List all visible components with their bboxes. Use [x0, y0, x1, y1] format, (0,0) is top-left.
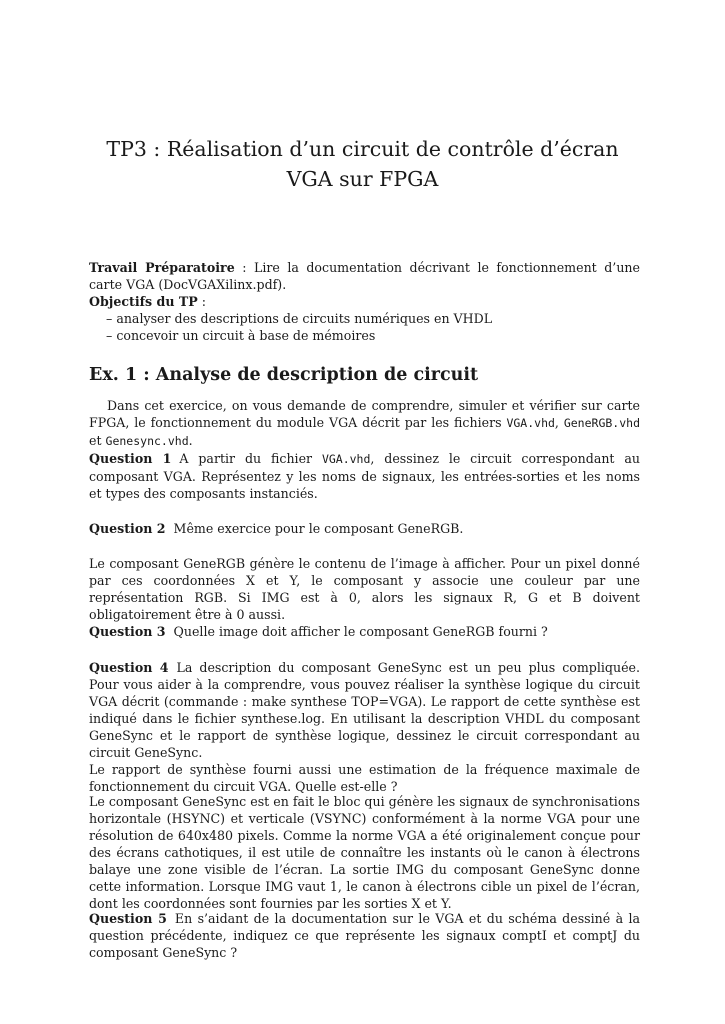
- file-name: VGA.vhd: [506, 416, 555, 430]
- preparation-text: : Lire la documentation décrivant le fonctionnement d’une carte VGA (DocVGAXilinx.pdf).: [89, 260, 640, 292]
- question-label: Question 5: [89, 911, 167, 926]
- question-2: Question 2 Même exercice pour le composant GeneRGB.: [89, 521, 464, 536]
- paragraph-genesync: Le composant GeneSync est en fait le bloc qui génère les signaux de synchronisations horizontale (HSYNC) et verticale (VSYNC) conformément à la norme VGA pour une résolution de 640x480 pixels. Comme la norme VGA a été originalement conçue pour des écrans cathotiques, il est utile de connaître les instants où le canon à électrons balaye une zone visible de l’écran. La sortie IMG du composant GeneSync donne cette information. Lorsque IMG vaut 1, le canon à électrons cible un pixel de l’écran, dont les coordonnées sont fournies par les sorties X et Y.: [89, 794, 640, 911]
- objectives-list: [89, 310, 640, 344]
- question-label: Question 2: [89, 521, 166, 536]
- preparation-block: [89, 259, 640, 344]
- section-intro: Dans cet exercice, on vous demande de comprendre, simuler et vérifier sur carte FPGA, le fonctionnement du module VGA décrit par les fichiers VGA.vhd, GeneRGB.vhd et Genesync.vhd.: [89, 398, 640, 448]
- section-heading: Ex. 1 : Analyse de description de circuit: [89, 365, 479, 385]
- objectives-heading: Objectifs du TP :: [89, 294, 206, 309]
- objectives-label: Objectifs du TP: [89, 294, 198, 309]
- question-3: Question 3 Quelle image doit afficher le composant GeneRGB fourni ?: [89, 624, 548, 639]
- file-name: GeneRGB.vhd: [563, 416, 640, 430]
- question-label: Question 4: [89, 660, 169, 675]
- question-5: Question 5 En s’aidant de la documentation sur le VGA et du schéma dessiné à la question précédente, indiquez ce que représente les signaux comptI et comptJ du composant GeneSync ?: [89, 911, 640, 960]
- preparation-paragraph: [89, 259, 640, 293]
- question-4: Question 4 La description du composant GeneSync est un peu plus compliquée. Pour vous aider à la comprendre, vous pouvez réaliser la synthèse logique du circuit VGA décrit (commande : make synthese TOP=VGA). Le rapport de cette synthèse est indiqué dans le fichier synthese.log. En utilisant la description VHDL du composant GeneSync et le rapport de synthèse logique, dessinez le circuit correspondant au circuit GeneSync. Le rapport de synthèse fourni aussi une estimation de la fréquence maximale de fonctionnement du circuit VGA. Quelle est-elle ?: [89, 660, 640, 794]
- file-name: Genesync.vhd: [105, 434, 189, 448]
- document-title: TP3 : Réalisation d’un circuit de contrôle d’écran VGA sur FPGA: [106, 137, 619, 191]
- preparation-label: Travail Préparatoire: [89, 260, 235, 275]
- question-label: Question 3: [89, 624, 166, 639]
- question-1: Question 1 A partir du fichier VGA.vhd, dessinez le circuit correspondant au composant VGA. Représentez y les noms de signaux, les entrées-sorties et les noms et types des composants instanciés.: [89, 451, 640, 501]
- question-4-followup: Le rapport de synthèse fourni aussi une estimation de la fréquence maximale de fonctionnement du circuit VGA. Quelle est-elle ?: [89, 762, 640, 794]
- objective-item: – concevoir un circuit à base de mémoires: [106, 327, 640, 344]
- paragraph-generbg: Le composant GeneRGB génère le contenu de l’image à afficher. Pour un pixel donné par ces coordonnées X et Y, le composant y associe une couleur par une représentation RGB. Si IMG est à 0, alors les signaux R, G et B doivent obligatoirement être à 0 aussi.: [89, 556, 640, 622]
- file-name: VGA.vhd: [321, 452, 371, 466]
- question-label: Question 1: [89, 451, 172, 466]
- objective-item: – analyser des descriptions de circuits numériques en VHDL: [106, 310, 640, 327]
